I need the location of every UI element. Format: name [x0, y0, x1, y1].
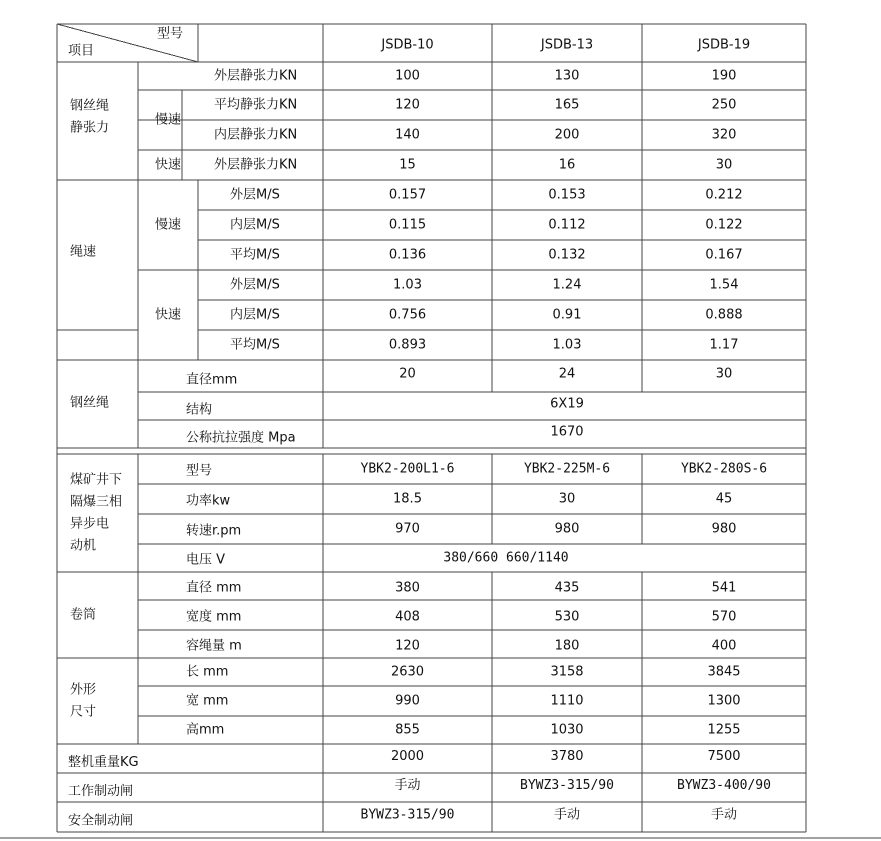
drum-value: 120	[395, 638, 420, 654]
header-model-label: 型号	[156, 26, 184, 42]
speed-value: 0.157	[388, 187, 427, 203]
drum-value: 400	[711, 638, 737, 654]
bottom-value: BYWZ3-315/90	[360, 807, 455, 823]
speed-value: 0.132	[548, 247, 586, 263]
drum-row-label: 直径 mm	[186, 580, 242, 596]
rope-value: 20	[399, 366, 416, 382]
rope-value: 24	[558, 366, 576, 382]
drum-row-label: 容绳量 m	[186, 638, 242, 654]
tension-value: 190	[711, 68, 737, 84]
speed-value: 0.212	[705, 187, 743, 203]
drum-value: 408	[395, 609, 420, 625]
speed-value: 0.167	[705, 247, 743, 263]
dims-group-label: 外形	[70, 682, 97, 698]
dims-row-label: 宽 mm	[186, 693, 229, 709]
speed-row-label: 内层M/S	[230, 217, 280, 233]
bottom-value: 手动	[394, 778, 421, 793]
bottom-value: BYWZ3-315/90	[520, 778, 614, 793]
motor-group-label: 隔爆三相	[70, 494, 123, 510]
rope-row-label: 直径mm	[186, 372, 238, 388]
drum-value: 570	[711, 609, 737, 625]
speed-value: 0.893	[388, 337, 427, 353]
motor-voltage-value: 380/660 660/1140	[443, 550, 569, 566]
speed-value: 0.136	[388, 247, 427, 263]
dims-value: 3845	[707, 664, 741, 680]
tension-value: 100	[395, 68, 420, 84]
tension-row-label: 外层静张力KN	[214, 157, 298, 173]
speed-value: 0.888	[705, 307, 743, 323]
tension-value: 165	[554, 97, 580, 113]
speed-value: 0.91	[552, 307, 582, 323]
speed-value: 0.153	[548, 187, 586, 203]
motor-group-label: 煤矿井下	[70, 472, 123, 488]
speed-value: 0.115	[388, 217, 427, 233]
tension-slow-label: 慢速	[154, 112, 182, 128]
rope-row-label: 结构	[186, 402, 213, 418]
rope-value: 30	[715, 366, 733, 382]
tension-value: 320	[711, 127, 737, 143]
speed-value: 1.54	[709, 277, 739, 293]
motor-row-label: 功率kw	[186, 493, 231, 509]
speed-value: 1.03	[393, 277, 422, 293]
dims-row-label: 高mm	[186, 722, 225, 738]
dims-value: 2630	[390, 664, 425, 680]
motor-value: 30	[558, 491, 576, 507]
dims-group-label: 尺寸	[70, 704, 97, 720]
motor-value: 970	[395, 521, 420, 537]
header-model-1: JSDB-13	[540, 37, 594, 53]
header-model-0: JSDB-10	[381, 37, 434, 53]
motor-row-label: 电压 V	[186, 552, 226, 568]
rope-merged-value: 6X19	[550, 396, 584, 412]
drum-value: 380	[395, 580, 420, 596]
dims-value: 1030	[550, 722, 584, 738]
bottom-row-label: 安全制动闸	[68, 813, 134, 829]
motor-value: 18.5	[393, 491, 422, 507]
motor-row-label: 型号	[186, 463, 213, 479]
drum-value: 530	[554, 609, 580, 625]
tension-row-label: 外层静张力KN	[214, 68, 298, 84]
drum-value: 435	[554, 580, 580, 596]
bottom-row-label: 整机重量KG	[68, 755, 139, 770]
bottom-value: BYWZ3-400/90	[677, 778, 771, 793]
speed-value: 1.17	[709, 337, 739, 353]
motor-group-label: 异步电	[70, 516, 110, 532]
bottom-value: 手动	[710, 807, 738, 823]
drum-value: 180	[554, 638, 580, 654]
motor-value: YBK2-225M-6	[523, 461, 611, 477]
dims-value: 3158	[550, 664, 584, 680]
speed-row-label: 外层M/S	[230, 277, 280, 293]
rope-group-label: 钢丝绳	[70, 395, 110, 411]
bottom-value: 3780	[550, 749, 584, 764]
tension-value: 120	[395, 97, 420, 113]
speed-group-label: 绳速	[70, 244, 97, 260]
speed-value: 0.122	[705, 217, 743, 233]
tension-value: 30	[715, 157, 733, 173]
bottom-value: 2000	[390, 749, 425, 764]
bottom-row-label: 工作制动闸	[68, 784, 134, 799]
speed-row-label: 平均M/S	[230, 337, 280, 353]
tension-value: 200	[554, 127, 580, 143]
dims-row-label: 长 mm	[186, 664, 229, 680]
motor-value: 980	[711, 521, 737, 537]
speed-value: 1.03	[552, 337, 582, 353]
tension-group-label: 静张力	[70, 120, 110, 136]
speed-row-label: 内层M/S	[230, 307, 280, 323]
dims-value: 1110	[550, 693, 584, 709]
motor-group-label: 动机	[70, 538, 97, 554]
speed-value: 0.756	[388, 307, 427, 323]
tension-row-label: 内层静张力KN	[214, 127, 298, 143]
dims-value: 855	[395, 722, 420, 738]
header-model-2: JSDB-19	[697, 37, 751, 53]
motor-value: 980	[554, 521, 580, 537]
tension-value: 130	[554, 68, 580, 84]
tension-fast-label: 快速	[154, 157, 182, 173]
tension-value: 250	[711, 97, 737, 113]
motor-value: YBK2-200L1-6	[360, 461, 455, 477]
speed-value: 0.112	[548, 217, 586, 233]
drum-value: 541	[711, 580, 737, 596]
speed-fast-label: 快速	[154, 307, 182, 323]
tension-row-label: 平均静张力KN	[214, 97, 298, 113]
tension-value: 140	[395, 127, 420, 143]
speed-value: 1.24	[552, 277, 582, 293]
motor-value: 45	[715, 491, 733, 507]
motor-row-label: 转速r.pm	[186, 523, 242, 539]
rope-row-label: 公称抗拉强度 Mpa	[186, 430, 296, 446]
speed-row-label: 外层M/S	[230, 187, 280, 203]
rope-merged-value: 1670	[550, 424, 584, 440]
header-item-label: 项目	[67, 43, 95, 59]
drum-group-label: 卷筒	[70, 607, 97, 623]
speed-slow-label: 慢速	[154, 217, 182, 233]
dims-value: 990	[395, 693, 420, 709]
dims-value: 1300	[707, 693, 741, 709]
bottom-value: 手动	[553, 807, 581, 823]
bottom-value: 7500	[707, 749, 741, 764]
speed-row-label: 平均M/S	[230, 247, 280, 263]
tension-value: 15	[399, 157, 416, 173]
motor-value: YBK2-280S-6	[680, 461, 768, 477]
tension-value: 16	[558, 157, 576, 173]
tension-group-label: 钢丝绳	[70, 98, 110, 114]
drum-row-label: 宽度 mm	[186, 609, 242, 625]
dims-value: 1255	[707, 722, 741, 738]
